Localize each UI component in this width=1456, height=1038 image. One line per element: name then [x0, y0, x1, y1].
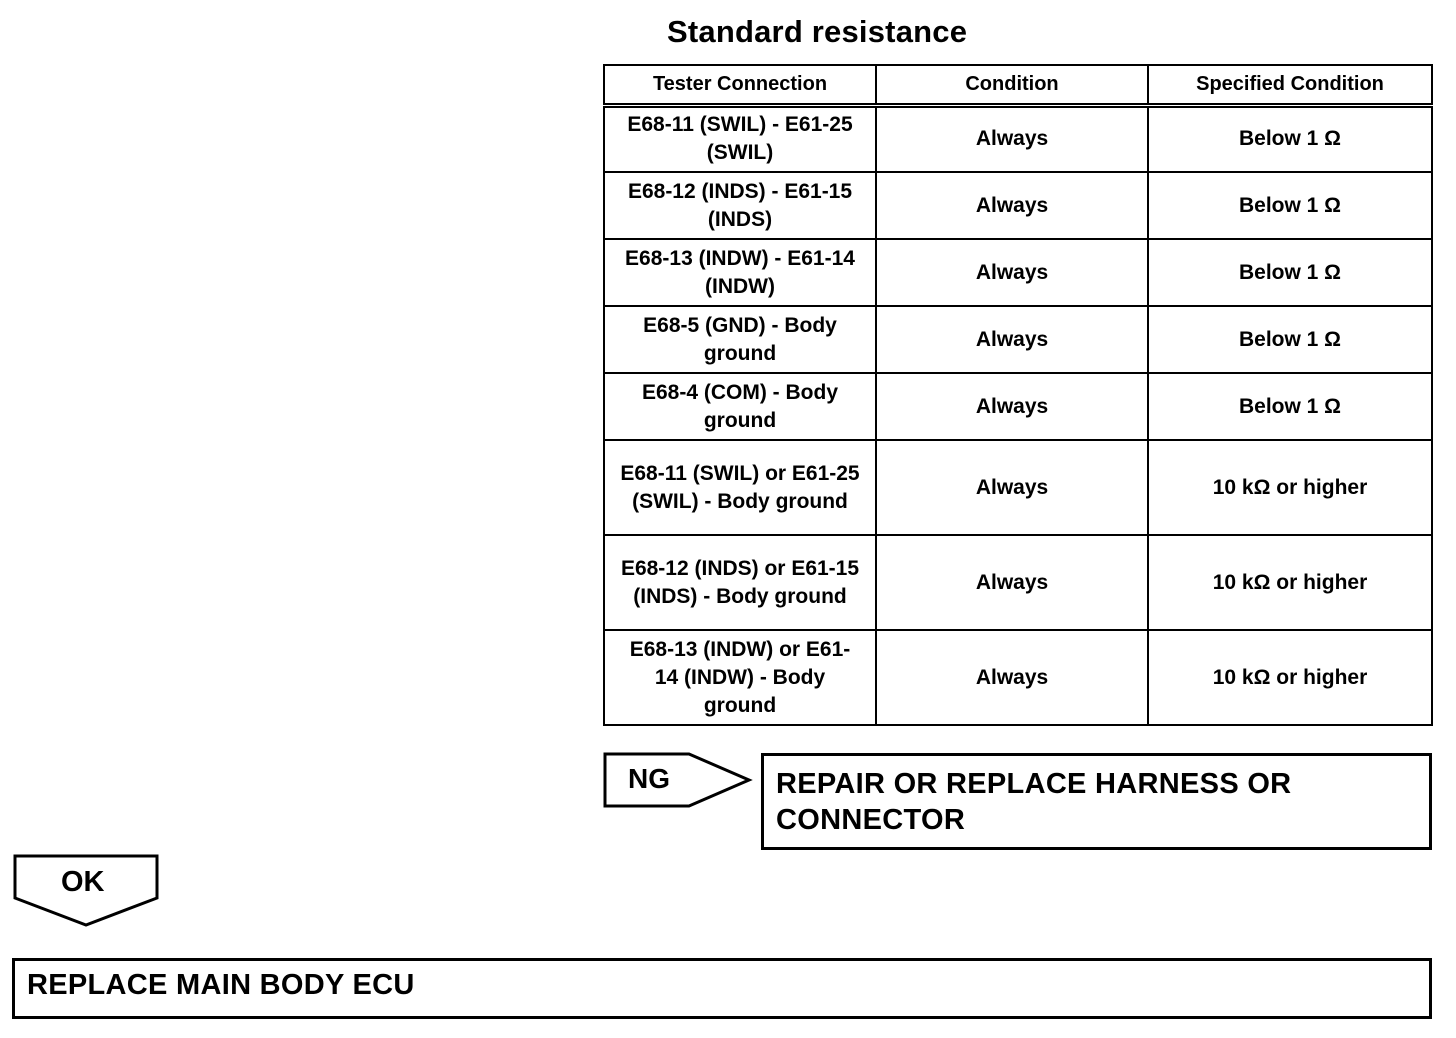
cell-condition: Always: [876, 306, 1148, 373]
ng-arrow-icon: [603, 752, 753, 810]
cell-tester-connection: E68-12 (INDS) - E61-15 (INDS): [604, 172, 876, 239]
cell-condition: Always: [876, 373, 1148, 440]
table-row: [604, 440, 1432, 535]
ok-action-box: REPLACE MAIN BODY ECU: [12, 958, 1432, 1019]
cell-tester-connection: E68-4 (COM) - Body ground: [604, 373, 876, 440]
cell-condition: Always: [876, 440, 1148, 535]
cell-condition: Always: [876, 105, 1148, 172]
cell-condition: Always: [876, 239, 1148, 306]
table-row: [604, 105, 1432, 172]
cell-tester-connection: E68-5 (GND) - Body ground: [604, 306, 876, 373]
header-condition: Condition: [876, 65, 1148, 105]
cell-specified-condition: Below 1 Ω: [1148, 306, 1432, 373]
cell-specified-condition: Below 1 Ω: [1148, 239, 1432, 306]
cell-tester-connection: E68-13 (INDW) or E61-14 (INDW) - Body ground: [604, 630, 876, 725]
cell-tester-connection: E68-11 (SWIL) - E61-25 (SWIL): [604, 105, 876, 172]
ng-action-box: REPAIR OR REPLACE HARNESS OR CONNECTOR: [761, 753, 1432, 850]
table-row: [604, 630, 1432, 725]
cell-specified-condition: Below 1 Ω: [1148, 105, 1432, 172]
cell-specified-condition: 10 kΩ or higher: [1148, 440, 1432, 535]
standard-resistance-table: [603, 64, 1433, 726]
header-specified-condition: Specified Condition: [1148, 65, 1432, 105]
cell-specified-condition: Below 1 Ω: [1148, 172, 1432, 239]
cell-specified-condition: 10 kΩ or higher: [1148, 630, 1432, 725]
cell-tester-connection: E68-11 (SWIL) or E61-25 (SWIL) - Body ground: [604, 440, 876, 535]
table-row: [604, 535, 1432, 630]
ok-label: OK: [61, 866, 105, 898]
table-row: [604, 373, 1432, 440]
header-tester-connection: Tester Connection: [604, 65, 876, 105]
page-title: Standard resistance: [667, 14, 968, 49]
cell-condition: Always: [876, 630, 1148, 725]
table-row: [604, 306, 1432, 373]
ng-label: NG: [628, 763, 670, 794]
cell-specified-condition: Below 1 Ω: [1148, 373, 1432, 440]
table-header-row: [604, 65, 1432, 105]
cell-tester-connection: E68-13 (INDW) - E61-14 (INDW): [604, 239, 876, 306]
cell-condition: Always: [876, 535, 1148, 630]
table-row: [604, 239, 1432, 306]
cell-specified-condition: 10 kΩ or higher: [1148, 535, 1432, 630]
cell-tester-connection: E68-12 (INDS) or E61-15 (INDS) - Body ground: [604, 535, 876, 630]
table-row: [604, 172, 1432, 239]
cell-condition: Always: [876, 172, 1148, 239]
